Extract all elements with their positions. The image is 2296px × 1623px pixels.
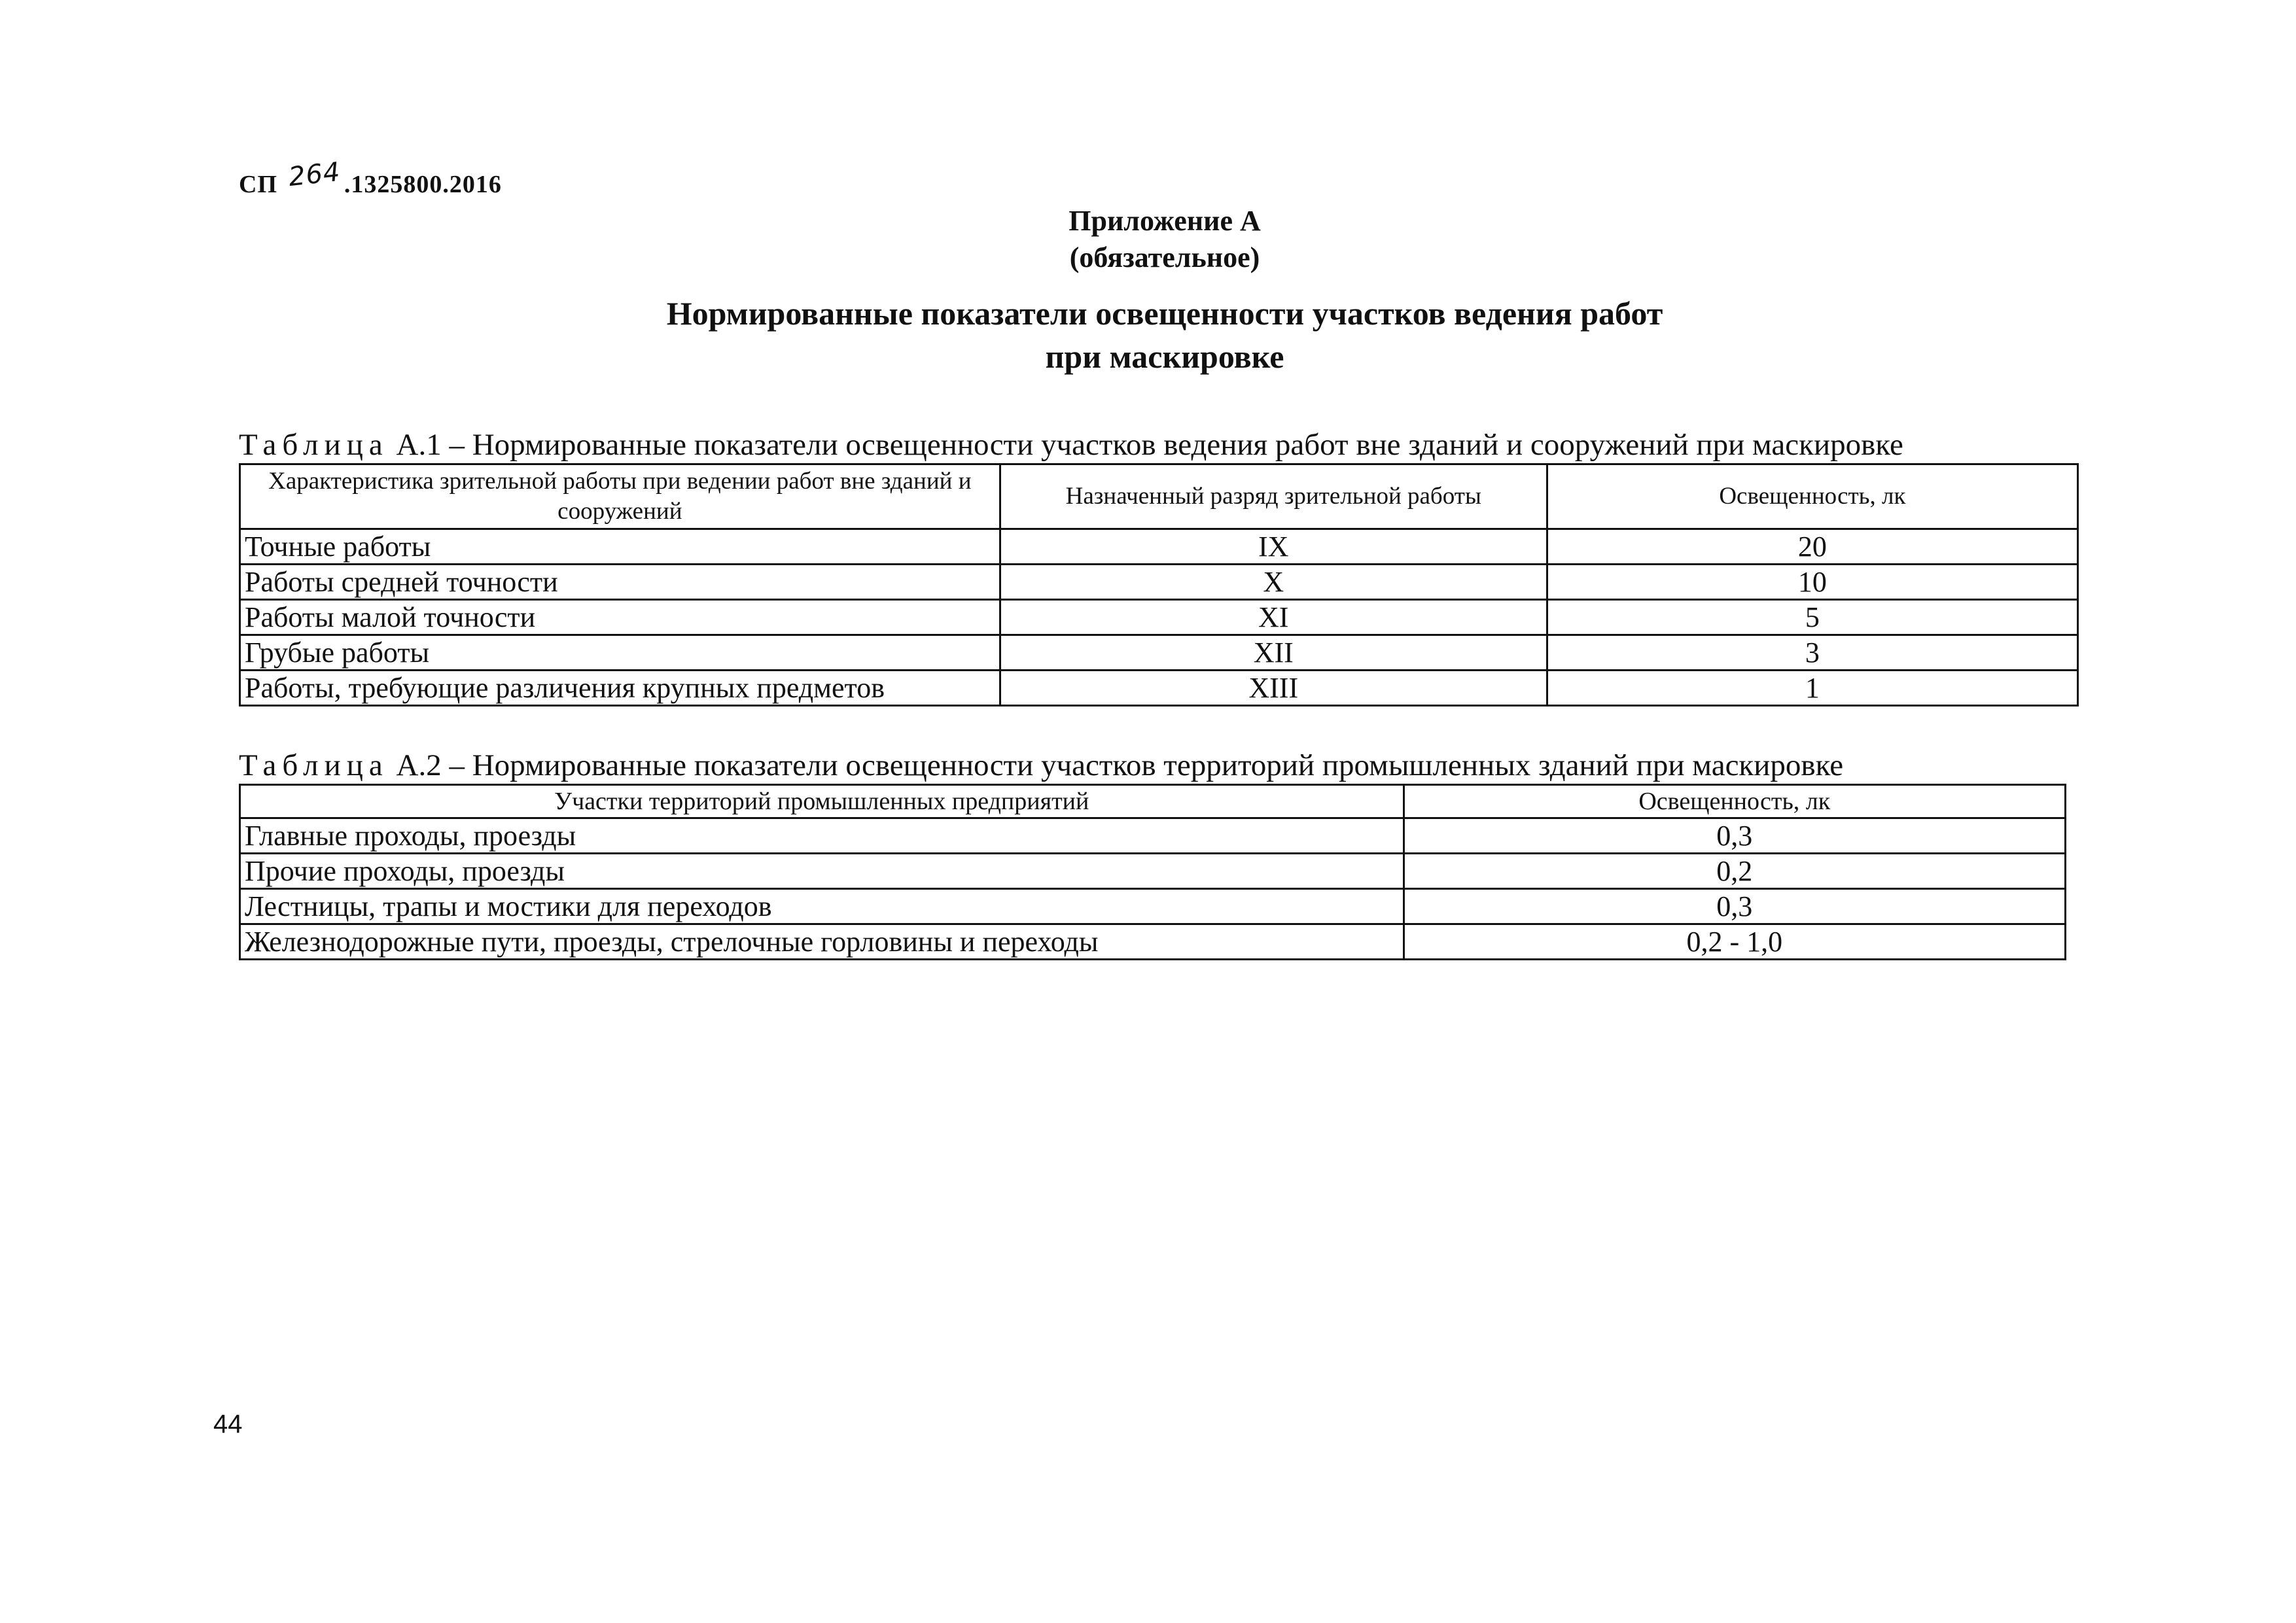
main-title-line-1: Нормированные показатели освещенности участков ведения работ: [666, 295, 1663, 332]
document-code-prefix: СП: [239, 171, 277, 198]
header-cell: Участки территорий промышленных предприятий: [240, 785, 1404, 818]
table-header-row: [240, 464, 2078, 529]
table-row: [240, 854, 2066, 889]
illuminance-cell: 5: [1547, 600, 2077, 635]
illuminance-cell: 0,2 - 1,0: [1404, 924, 2065, 960]
work-category-cell: XI: [1000, 600, 1547, 635]
header-cell: Освещенность, лк: [1547, 464, 2077, 529]
header-cell: Характеристика зрительной работы при ведении работ вне зданий и сооружений: [240, 464, 1000, 529]
illuminance-cell: 1: [1547, 671, 2077, 706]
handwritten-number: 264: [287, 156, 342, 193]
header-cell: Назначенный разряд зрительной работы: [1000, 464, 1547, 529]
table-a2-caption-text: А.2 – Нормированные показатели освещенности участков территорий промышленных зданий при маскировке: [388, 748, 1844, 782]
illuminance-cell: 0,3: [1404, 889, 2065, 924]
work-category-cell: X: [1000, 565, 1547, 600]
table-a2-caption: [239, 747, 1843, 784]
work-characteristic-cell: Работы малой точности: [240, 600, 1000, 635]
document-code-suffix: .1325800.2016: [344, 171, 502, 198]
illuminance-cell: 10: [1547, 565, 2077, 600]
table-row: [240, 600, 2078, 635]
appendix-status: (обязательное): [1069, 241, 1260, 273]
illuminance-cell: 20: [1547, 529, 2077, 565]
work-characteristic-cell: Работы средней точности: [240, 565, 1000, 600]
table-a2-caption-prefix: Таблица: [239, 748, 389, 782]
main-title-line-2: при маскировке: [1045, 338, 1284, 375]
work-category-cell: IX: [1000, 529, 1547, 565]
work-category-cell: XII: [1000, 635, 1547, 671]
appendix-title: Приложение А: [1069, 205, 1261, 237]
table-a1: [239, 463, 2079, 707]
page-number: 44: [213, 1410, 243, 1439]
territory-area-cell: Лестницы, трапы и мостики для переходов: [240, 889, 1404, 924]
table-a2: [239, 784, 2066, 960]
territory-area-cell: Железнодорожные пути, проезды, стрелочные горловины и переходы: [240, 924, 1404, 960]
document-code: [239, 156, 502, 199]
table-header-row: [240, 785, 2066, 818]
table-row: [240, 529, 2078, 565]
territory-area-cell: Главные проходы, проезды: [240, 818, 1404, 854]
table-row: [240, 924, 2066, 960]
table-row: [240, 889, 2066, 924]
illuminance-cell: 0,2: [1404, 854, 2065, 889]
main-title: [118, 292, 2212, 378]
illuminance-cell: 0,3: [1404, 818, 2065, 854]
table-row: [240, 635, 2078, 671]
work-characteristic-cell: Работы, требующие различения крупных предметов: [240, 671, 1000, 706]
work-characteristic-cell: Грубые работы: [240, 635, 1000, 671]
table-row: [240, 818, 2066, 854]
work-characteristic-cell: Точные работы: [240, 529, 1000, 565]
table-row: [240, 671, 2078, 706]
table-a1-caption-text: А.1 – Нормированные показатели освещенности участков ведения работ вне зданий и сооружений при маскировке: [388, 428, 1903, 462]
table-a1-caption: [239, 427, 1903, 463]
work-category-cell: XIII: [1000, 671, 1547, 706]
table-row: [240, 565, 2078, 600]
illuminance-cell: 3: [1547, 635, 2077, 671]
table-a1-caption-prefix: Таблица: [239, 428, 389, 462]
header-cell: Освещенность, лк: [1404, 785, 2065, 818]
territory-area-cell: Прочие проходы, проезды: [240, 854, 1404, 889]
